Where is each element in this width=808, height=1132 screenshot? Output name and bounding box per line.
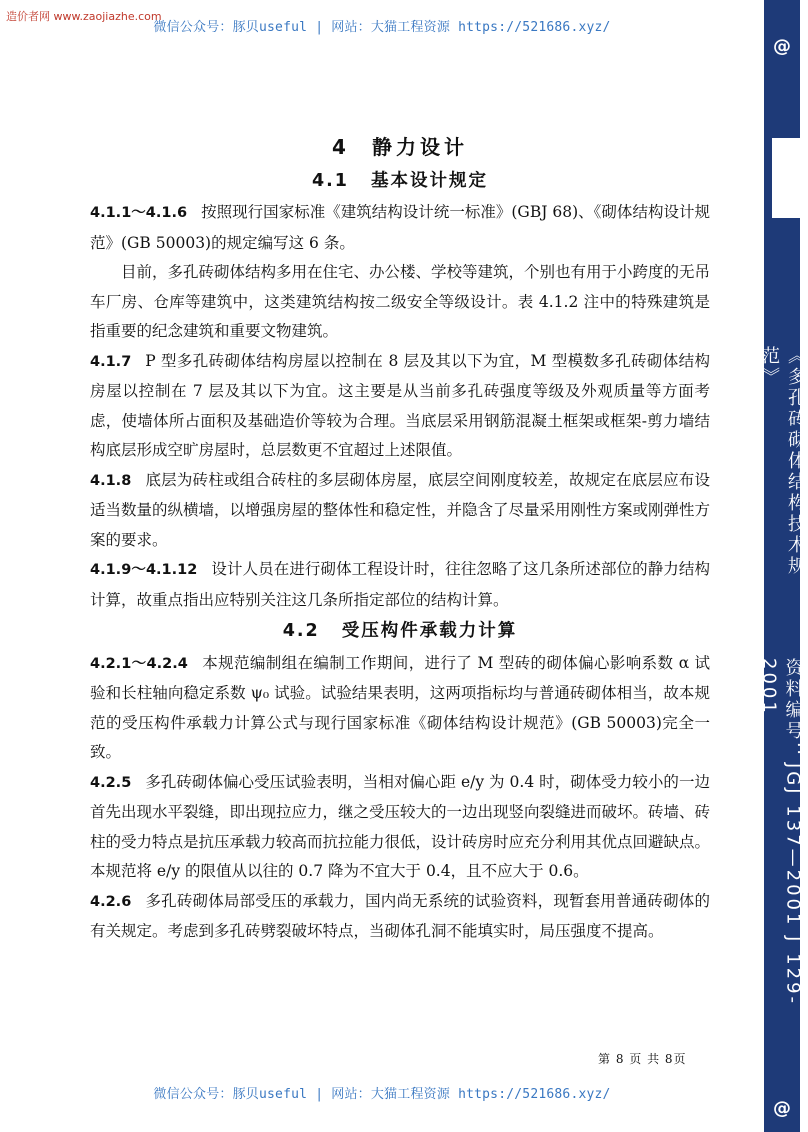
- clause-text: 多孔砖砌体局部受压的承载力，国内尚无系统的试验资料，现暂套用普通砖砌体的有关规定。考虑到多孔砖劈裂破坏特点，当砌体孔洞不能填实时，局压强度不提高。: [90, 891, 710, 940]
- clause-number: 4.1.8: [90, 472, 132, 489]
- chapter-number: 4: [332, 135, 350, 159]
- clause-number: 4.1.1～4.1.6: [90, 205, 188, 221]
- footer-wechat-line: 微信公众号：豚贝useful | 网站：大猫工程资源 https://521686.xyz/: [153, 1087, 611, 1102]
- clause-paragraph: [90, 198, 710, 258]
- body-paragraph: [90, 258, 710, 347]
- sidebar-spec-code: 资料编号：JGJ 137—2001 J 129-2001: [758, 658, 804, 1007]
- clause-paragraph: [90, 649, 710, 768]
- clause-text: 本规范编制组在编制工作期间，进行了 M 型砖的砌体偏心影响系数 α 试验和长柱轴向稳定系数 ψ₀ 试验。试验结果表明，这两项指标均与普通砖砌体相当，故本规范的受压构件承载力计算公式与现行国家标准《砌体结构设计规范》(GB 50003)完全一致。: [90, 653, 710, 761]
- page-header: [0, 0, 764, 40]
- clause-text: 多孔砖砌体偏心受压试验表明，当相对偏心距 e/y 为 0.4 时，砌体受力较小的一边首先出现水平裂缝，即出现拉应力，继之受压较大的一边出现竖向裂缝进而破坏。砖墙、砖柱的受力特点是抗压承载力较高而抗拉能力很低，设计砖房时应充分利用其优点回避缺点。本规范将 e/y 的限值从以往的 0.7 降为不宜大于 0.4，且不应大于 0.6。: [90, 772, 711, 880]
- section-number: 4.2: [282, 621, 320, 641]
- clause-paragraph: [90, 555, 710, 615]
- clause-number: 4.2.5: [90, 774, 132, 791]
- clause-text: 按照现行国家标准《建筑结构设计统一标准》(GBJ 68)、《砌体结构设计规范》(GB 50003)的规定编写这 6 条。: [90, 203, 711, 252]
- clause-text: 底层为砖柱或组合砖柱的多层砌体房屋，底层空间刚度较差，故规定在底层应布设适当数量的纵横墙，以增强房屋的整体性和稳定性，并隐含了尽量采用刚性方案或刚弹性方案的要求。: [90, 470, 711, 549]
- section-name: 受压构件承载力计算: [341, 621, 518, 641]
- clause-number: 4.1.7: [90, 353, 132, 370]
- sidebar-spec-title: 《多孔砖砌体结构技术规范》: [759, 346, 806, 577]
- chapter-title: [90, 133, 710, 163]
- clause-number: 4.2.1～4.2.4: [90, 655, 188, 672]
- at-icon: @: [773, 36, 791, 57]
- clause-text: 设计人员在进行砌体工程设计时，往往忽略了这几条所述部位的静力结构计算，故重点指出应特别关注这几条所指定部位的结构计算。: [90, 560, 710, 609]
- right-sidebar: [758, 0, 806, 1132]
- clause-paragraph: [90, 466, 710, 556]
- clause-number: 4.2.6: [90, 893, 132, 910]
- clause-number: 4.1.9～4.1.12: [90, 562, 198, 578]
- section-title: [90, 617, 710, 647]
- clause-paragraph: [90, 768, 710, 887]
- clause-paragraph: [90, 887, 710, 947]
- clause-text: P 型多孔砖砌体结构房屋以控制在 8 层及其以下为宜，M 型模数多孔砖砌体结构房屋以控制在 7 层及其以下为宜。这主要是从当前多孔砖强度等级及外观质量等方面考虑，使墙体所占面积及基础造价等较为合理。当底层采用钢筋混凝土框架或框架-剪力墙结构底层形成空旷房屋时，总层数更不宜超过上述限值。: [90, 351, 710, 459]
- document-body: [90, 125, 710, 947]
- section-number: 4.1: [311, 170, 349, 191]
- site-watermark: 造价者网 www.zaojiazhe.com: [6, 10, 162, 23]
- section-title: [90, 167, 710, 197]
- clause-paragraph: [90, 347, 710, 466]
- paragraph-text: 目前，多孔砖砌体结构多用在住宅、办公楼、学校等建筑，个别也有用于小跨度的无吊车厂房、仓库等建筑中，这类建筑结构按二级安全等级设计。表 4.1.2 注中的特殊建筑是指重要的纪念建筑和重要文物建筑。: [90, 263, 711, 340]
- chapter-name: 静力设计: [371, 135, 468, 159]
- sidebar-tab-marker: [772, 138, 800, 218]
- header-wechat-line: 微信公众号：豚贝useful | 网站：大猫工程资源 https://521686.xyz/: [153, 20, 611, 35]
- section-name: 基本设计规定: [371, 170, 488, 191]
- at-icon: @: [773, 1098, 791, 1119]
- page-number: 第 8 页 共 8页: [598, 1052, 687, 1066]
